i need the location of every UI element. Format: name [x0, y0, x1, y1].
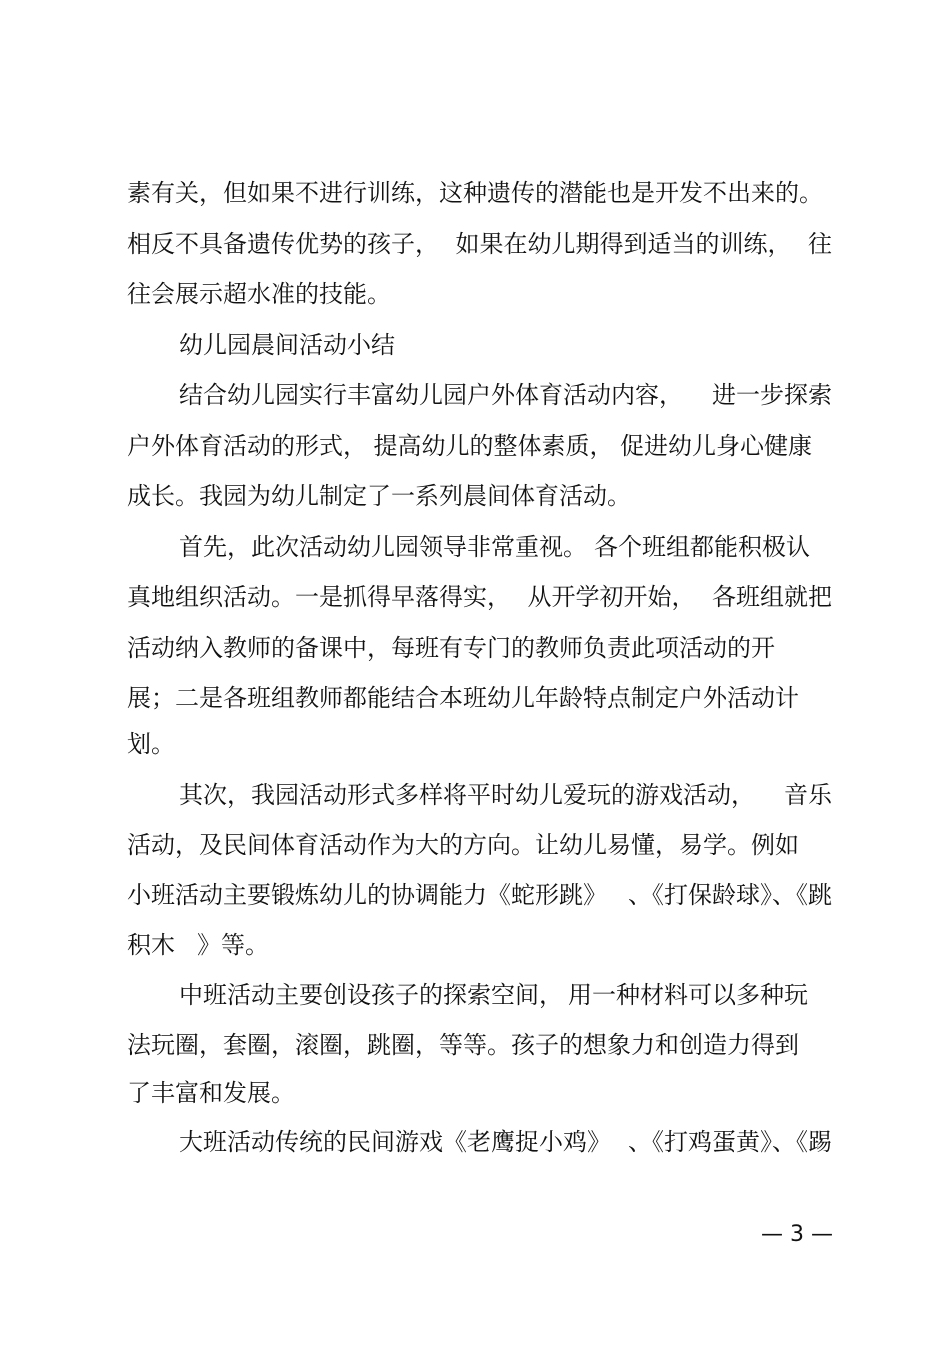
text-line [127, 678, 832, 718]
text-segment: 、《打保龄球》、《跳 [628, 881, 832, 909]
text-line [127, 274, 832, 314]
text-line [179, 527, 832, 567]
text-segment: 》等。 [197, 931, 269, 959]
text-segment: 如果在幼儿期得到适当的训练， [455, 230, 792, 258]
text-segment: 用一种材料可以多种玩 [568, 981, 808, 1009]
text-segment: 往会展示超水准的技能。 [127, 280, 391, 308]
text-segment: 各班组就把 [712, 583, 832, 611]
text-line [127, 577, 832, 617]
text-segment: 法玩圈，套圈，滚圈，跳圈，等等。孩子的想象力和创造力得到 [127, 1031, 799, 1059]
section-heading-text: 幼儿园晨间活动小结 [179, 331, 395, 359]
text-line [127, 875, 832, 915]
text-segment: 进一步探索 [712, 381, 832, 409]
text-segment: 活动纳入教师的备课中，每班有专门的教师负责此项活动的开 [127, 634, 775, 662]
text-segment: 户外体育活动的形式， [127, 432, 367, 460]
section-heading [179, 325, 832, 365]
text-segment: 划。 [127, 730, 175, 758]
text-line [127, 476, 832, 516]
text-line [127, 173, 832, 213]
text-segment: 其次，我园活动形式多样将平时幼儿爱玩的游戏活动， [179, 781, 755, 809]
text-line [127, 224, 832, 264]
text-segment: 促进幼儿身心健康 [620, 432, 812, 460]
text-segment: 大班活动传统的民间游戏《老鹰捉小鸡》 [179, 1128, 611, 1156]
text-line [127, 426, 832, 466]
text-segment: 结合幼儿园实行丰富幼儿园户外体育活动内容， [179, 381, 683, 409]
text-line [179, 1122, 832, 1162]
text-line [127, 628, 832, 668]
text-segment: 这种遗传的潜能也是开发不出来的。 [439, 179, 823, 207]
page-number: — 3 — [761, 1222, 833, 1247]
text-line [179, 775, 832, 815]
text-segment: 各个班组都能积极认 [594, 533, 810, 561]
text-line [127, 1073, 832, 1113]
text-segment: 提高幼儿的整体素质， [373, 432, 614, 460]
text-segment: 、《打鸡蛋黄》、《踢 [628, 1128, 832, 1156]
text-line [127, 825, 832, 865]
text-line [179, 375, 832, 415]
text-segment: 活动，及民间体育活动作为大的方向。让幼儿易懂，易学。例如 [127, 831, 799, 859]
text-segment: 真地组织活动。一是抓得早落得实， [127, 583, 511, 611]
text-segment: 从开学初开始， [527, 583, 696, 611]
text-segment: 音乐 [784, 781, 832, 809]
text-segment: 展；二是各班组教师都能结合本班幼儿年龄特点制定户外活动计 [127, 684, 799, 712]
text-segment: 了丰富和发展。 [127, 1079, 295, 1107]
text-segment: 首先，此次活动幼儿园领导非常重视。 [179, 533, 587, 561]
text-line [127, 925, 832, 965]
text-line [179, 975, 832, 1015]
text-segment: 成长。我园为幼儿制定了一系列晨间体育活动。 [127, 482, 631, 510]
text-segment: 相反不具备遗传优势的孩子， [127, 230, 439, 258]
text-segment: 往 [808, 230, 832, 258]
text-segment: 小班活动主要锻炼幼儿的协调能力《蛇形跳》 [127, 881, 607, 909]
text-segment: 中班活动主要创设孩子的探索空间， [179, 981, 563, 1009]
text-segment: 素有关，但如果不进行训练， [127, 179, 439, 207]
text-line [127, 724, 832, 764]
text-line [127, 1025, 832, 1065]
text-segment: 积木 [127, 931, 175, 959]
